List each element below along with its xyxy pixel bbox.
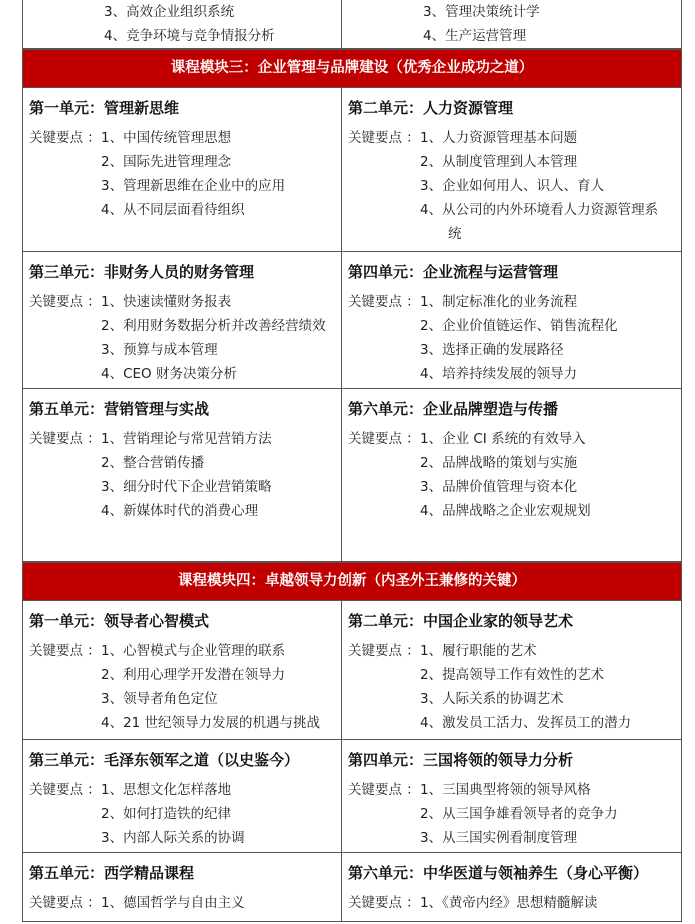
list-item: 4、21 世纪领导力发展的机遇与挑战 — [101, 715, 321, 731]
list-item: 4、品牌战略之企业宏观规划 — [420, 503, 591, 519]
list-item: 3、企业如何用人、识人、育人 — [420, 178, 605, 194]
list-item: 1、《黄帝内经》思想精髓解读 — [420, 895, 598, 911]
list-item: 4、新媒体时代的消费心理 — [101, 503, 259, 519]
list-item: 2、企业价值链运作、销售流程化 — [420, 318, 618, 334]
list-item-continuation: 统 — [448, 226, 462, 242]
key-points-label: 关键要点 ： — [348, 294, 420, 310]
unit-title: 第五单元：营销管理与实战 — [29, 400, 210, 418]
module4-header: 课程模块四：卓越领导力创新（内圣外王兼修的关键） — [23, 562, 681, 601]
unit-cell — [342, 853, 661, 921]
list-item: 3、人际关系的协调艺术 — [420, 691, 564, 707]
list-item: 2、提高领导工作有效性的艺术 — [420, 667, 605, 683]
continuation-row — [23, 0, 681, 49]
list-item: 4、竞争环境与竞争情报分析 — [104, 28, 275, 44]
list-item: 1、三国典型将领的领导风格 — [420, 782, 591, 798]
list-item: 1、心智模式与企业管理的联系 — [101, 643, 286, 659]
unit-cell — [23, 601, 342, 739]
unit-title: 第二单元：中国企业家的领导艺术 — [348, 612, 574, 630]
unit-cell — [23, 389, 342, 561]
unit-title: 第四单元：企业流程与运营管理 — [348, 263, 559, 281]
key-points-label: 关键要点 ： — [348, 130, 420, 146]
key-points-label: 关键要点 ： — [29, 294, 101, 310]
unit-cell — [23, 88, 342, 251]
list-item: 2、品牌战略的策划与实施 — [420, 455, 578, 471]
key-points-label: 关键要点 ： — [348, 782, 420, 798]
unit-cell — [342, 88, 661, 251]
list-item: 1、人力资源管理基本问题 — [420, 130, 578, 146]
list-item: 1、企业 CI 系统的有效导入 — [420, 431, 586, 447]
key-points-label: 关键要点 ： — [348, 643, 420, 659]
list-item: 3、从三国实例看制度管理 — [420, 830, 578, 846]
key-points-label: 关键要点 ： — [348, 895, 420, 911]
unit-title: 第一单元：管理新思维 — [29, 99, 180, 117]
unit-title: 第六单元：企业品牌塑造与传播 — [348, 400, 559, 418]
list-item: 4、培养持续发展的领导力 — [420, 366, 578, 382]
continuation-right — [342, 0, 661, 48]
unit-title: 第六单元：中华医道与领袖养生（身心平衡） — [348, 864, 649, 882]
module3-header: 课程模块三：企业管理与品牌建设（优秀企业成功之道） — [23, 49, 681, 88]
unit-cell — [23, 853, 342, 921]
list-item: 2、整合营销传播 — [101, 455, 205, 471]
list-item: 1、快速读懂财务报表 — [101, 294, 232, 310]
list-item: 3、选择正确的发展路径 — [420, 342, 564, 358]
list-item: 1、营销理论与常见营销方法 — [101, 431, 272, 447]
list-item: 1、思想文化怎样落地 — [101, 782, 232, 798]
list-item: 3、内部人际关系的协调 — [101, 830, 245, 846]
unit-title: 第三单元：毛泽东领军之道（以史鉴今） — [29, 751, 300, 769]
list-item: 2、从三国争雄看领导者的竞争力 — [420, 806, 618, 822]
unit-title: 第五单元：西学精品课程 — [29, 864, 195, 882]
course-table — [22, 0, 682, 922]
list-item: 2、如何打造铁的纪律 — [101, 806, 232, 822]
module3-row-2 — [23, 252, 681, 389]
list-item: 3、管理决策统计学 — [423, 4, 540, 20]
list-item: 1、中国传统管理思想 — [101, 130, 232, 146]
unit-title: 第四单元：三国将领的领导力分析 — [348, 751, 574, 769]
list-item: 4、CEO 财务决策分析 — [101, 366, 237, 382]
list-item: 3、管理新思维在企业中的应用 — [101, 178, 286, 194]
list-item: 3、品牌价值管理与资本化 — [420, 479, 578, 495]
unit-cell — [342, 740, 661, 852]
key-points-label: 关键要点 ： — [29, 431, 101, 447]
key-points-label: 关键要点 ： — [29, 643, 101, 659]
list-item: 2、国际先进管理理念 — [101, 154, 232, 170]
key-points-label: 关键要点 ： — [29, 782, 101, 798]
list-item: 2、利用心理学开发潜在领导力 — [101, 667, 286, 683]
list-item: 1、德国哲学与自由主义 — [101, 895, 245, 911]
key-points-label: 关键要点 ： — [29, 130, 101, 146]
list-item: 2、利用财务数据分析并改善经营绩效 — [101, 318, 326, 334]
list-item: 1、制定标准化的业务流程 — [420, 294, 578, 310]
list-item: 3、领导者角色定位 — [101, 691, 218, 707]
unit-cell — [342, 389, 661, 561]
module4-row-2 — [23, 740, 681, 853]
list-item: 3、预算与成本管理 — [101, 342, 218, 358]
list-item: 1、履行职能的艺术 — [420, 643, 537, 659]
unit-cell — [23, 252, 342, 388]
module3-row-1 — [23, 88, 681, 252]
module4-row-1 — [23, 601, 681, 740]
list-item: 3、高效企业组织系统 — [104, 4, 235, 20]
list-item: 4、从公司的内外环境看人力资源管理系 — [420, 202, 659, 218]
unit-title: 第三单元：非财务人员的财务管理 — [29, 263, 255, 281]
unit-cell — [342, 252, 661, 388]
unit-cell — [342, 601, 661, 739]
module3-row-3 — [23, 389, 681, 562]
key-points-label: 关键要点 ： — [348, 431, 420, 447]
list-item: 4、生产运营管理 — [423, 28, 527, 44]
list-item: 3、细分时代下企业营销策略 — [101, 479, 272, 495]
unit-cell — [23, 740, 342, 852]
module4-row-3 — [23, 853, 681, 922]
unit-title: 第二单元：人力资源管理 — [348, 99, 514, 117]
unit-title: 第一单元：领导者心智模式 — [29, 612, 210, 630]
key-points-label: 关键要点 ： — [29, 895, 101, 911]
list-item: 4、从不同层面看待组织 — [101, 202, 245, 218]
list-item: 2、从制度管理到人本管理 — [420, 154, 578, 170]
list-item: 4、激发员工活力、发挥员工的潜力 — [420, 715, 632, 731]
continuation-left — [23, 0, 342, 48]
